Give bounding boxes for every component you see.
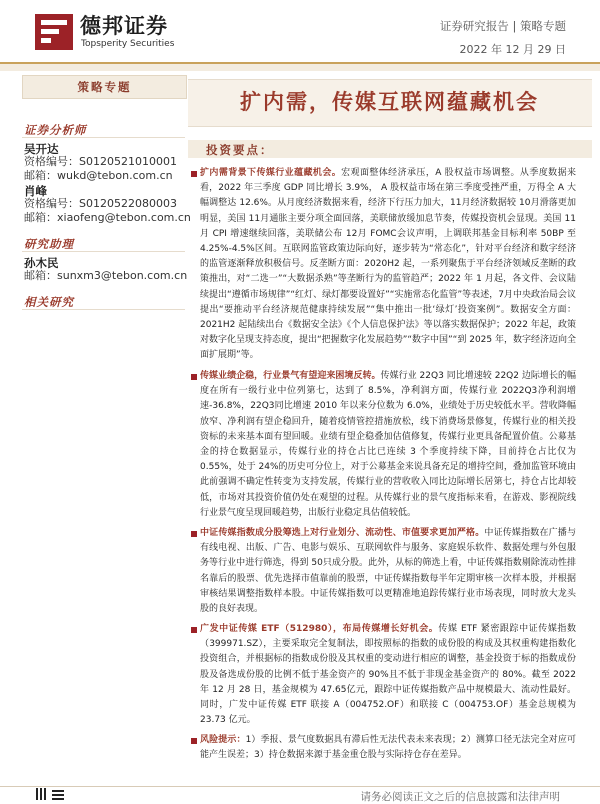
analyst-cert: 资格编号：S0120522080003 [24,197,177,210]
assistant-email[interactable]: 邮箱：sunxm3@tebon.com.cn [24,269,188,282]
section-divider [22,251,185,252]
bullet-icon [191,738,197,744]
bullet-icon [191,627,197,633]
category-label: 策略专题 [77,80,132,94]
paragraph-domestic-demand [200,166,576,364]
paragraph-risk [200,733,576,763]
paragraph-lead: 传媒业绩企稳，行业景气有望迎来困境反转。 [200,371,381,381]
section-divider [22,309,185,310]
paragraph-text: 中证传媒指数在广播与有线电视、出版、广告、电影与娱乐、互联网软件与服务、家庭娱乐软件、数据处理与外包服务等行业中进行筛选，得到 50只成分股。此外，从标的筛选上看，中证传媒指数剔除流动性排名靠后的股票、优先选择市值靠前的股票，中证传媒指数每半年定期审核一次样本股，并根据审核结果调整指数样本股。中证传媒指数可以更精准地追踪传媒行业市场表现，同时放大龙头股的良好表现。 [200,528,576,615]
analyst-cert: 资格编号：S0120521010001 [24,155,177,168]
analysts-title: 证券分析师 [24,123,87,137]
analyst-name: 吴开达 [24,142,59,156]
analyst-email[interactable]: 邮箱：wukd@tebon.com.cn [24,169,173,182]
qr-code-icon [36,788,48,800]
qr-code-icon [52,788,64,800]
paragraph-text: 传媒 ETF 紧密跟踪中证传媒指数（399971.SZ），主要采取完全复制法，即按照标的指数的成份股的构成及其权重构建指数化投资组合，并根据标的指数成份股及其权重的变动进行相应的调整，基金投资于标的指数成份股及备选成份股的比例不低于基金资产的 90%且不低于非现金基金资产的 80%。截至 2022 年 12 月 28 日，基金规模为 47.65亿元，跟踪中证传媒指数产品中规模最大、流动性最好。同时，广发中证传媒 ETF 联接 A（004752.OF）和联接 C（004753.OF）基金总规模为 23.73 亿元。 [200,624,576,726]
bullet-icon [191,374,197,380]
bullet-icon [191,171,197,177]
assistant-title: 研究助理 [24,237,74,251]
company-name-en: Topsperity Securities [81,39,175,49]
paragraph-lead: 中证传媒指数成分股筹选上对行业划分、流动性、市值要求更加严格。 [200,528,485,538]
assistant-name: 孙木民 [24,256,59,270]
bullet-icon [191,531,197,537]
footer-divider [0,786,600,787]
paragraph-lead: 广发中证传媒 ETF（512980），布局传媒增长好机会。 [200,624,439,634]
report-type: 证券研究报告 | 策略专题 [439,19,566,33]
page-title: 扩内需，传媒互联网蕴藏机会 [240,90,539,114]
paragraph-text: 1）季报、景气度数据具有滞后性无法代表未来表现；2）测算口径无法完全对应可能产生误差；3）持仓数据来源于基金重仓股与实际持仓存在差异。 [200,735,576,761]
analyst-email[interactable]: 邮箱：xiaofeng@tebon.com.cn [24,211,191,224]
footer-disclaimer: 请务必阅读正文之后的信息披露和法律声明 [360,791,560,803]
paragraph-lead: 扩内需背景下传媒行业蕴藏机会。 [200,168,342,178]
company-logo-icon [35,14,73,50]
paragraph-index-selection [200,526,576,617]
paragraph-lead: 风险提示： [200,735,246,745]
paragraph-etf [200,622,576,728]
related-title: 相关研究 [24,295,74,309]
paragraph-text: 传媒行业 22Q3 同比增速较 22Q2 边际增长的幅度在所有一级行业中位列第七，达到了 8.5%，净利润方面，传媒行业 2022Q3净利润增速-36.8%，22Q3同比增速 2010 年以来分位数为 6.0%，业绩处于历史较低水平。营收降幅放窄、净利润有望企稳回升，随着疫情管控措施放松，线下消费场景修复，传媒行业的相关投资标的未来基本面有望回暖。业绩有望企稳叠加估值修复，传媒行业更具备配置价值。公募基金的持仓数据显示，传媒行业的持仓占比已连续 3 个季度持续下降，目前持仓占比仅为 0.55%，处于 24%的历史可分位上，对于公募基金来说具备充足的增持空间，叠加监管环境由此前强调不确定性转变为支持发展，传媒行业的营收收入同比边际增长居第七，持仓占比却较低，市场对其投资价值仍处在观望的过程。从传媒行业的景气度指标来看，在游戏、影视院线行业景气度呈现回暖趋势，出版行业稳定具估值较低。 [200,371,576,518]
company-name: 德邦证券 [80,14,168,38]
header-band [0,64,600,71]
paragraph-media-performance [200,369,576,521]
key-points-title: 投资要点： [206,143,274,157]
analyst-name: 肖峰 [24,184,47,198]
report-date: 2022 年 12 月 29 日 [459,43,566,56]
section-divider [22,137,185,138]
paragraph-text: 宏观面整体经济承压，A 股权益市场调整。从季度数据来看，2022 年三季度 GDP 同比增长 3.9%， A 股权益市场在第三季度受挫严重，万得全 A 大幅调整达 12.6%。从月度经济数据来看，经济下行压力加大，11月经济数据较 10月滑落更加明显，美国 11月通胀主要分项全面回落，美联储放缓加息节奏，传媒投资机会显现。美国 11 月 CPI 增速继续回落，美联储公布 12月 FOMC会议声明，上调联邦基金目标利率 50BP 至 4.25%-4.5%区间。互联网监管政策边际向好，逐步转为“常态化”，针对平台经济和数字经济的监管逐渐释放积极信号。反垄断方面：2020H2 起，一系列聚焦于平台经济领域反垄断的政策推出，对“二选一”“大数据杀熟”等垄断行为的监管趋严；2022 年 1 月起，各文件、会议陆续提出“遵循市场规律”“红灯、绿灯都要设置好”“实施常态化监管”等表述，7月中央政治局会议提出“要推动平台经济规范健康持续发展”“集中推出一批‘绿灯’投资案例”。数据安全方面：2021H2 起陆续出台《数据安全法》《个人信息保护法》等以落实数据保护；2022 年起，政策对数字化呈现支持态度，提出“把握数字化发展趋势”“数字中国”“到 2025 年，数字经济迈向全面扩展期”等。 [200,168,576,361]
